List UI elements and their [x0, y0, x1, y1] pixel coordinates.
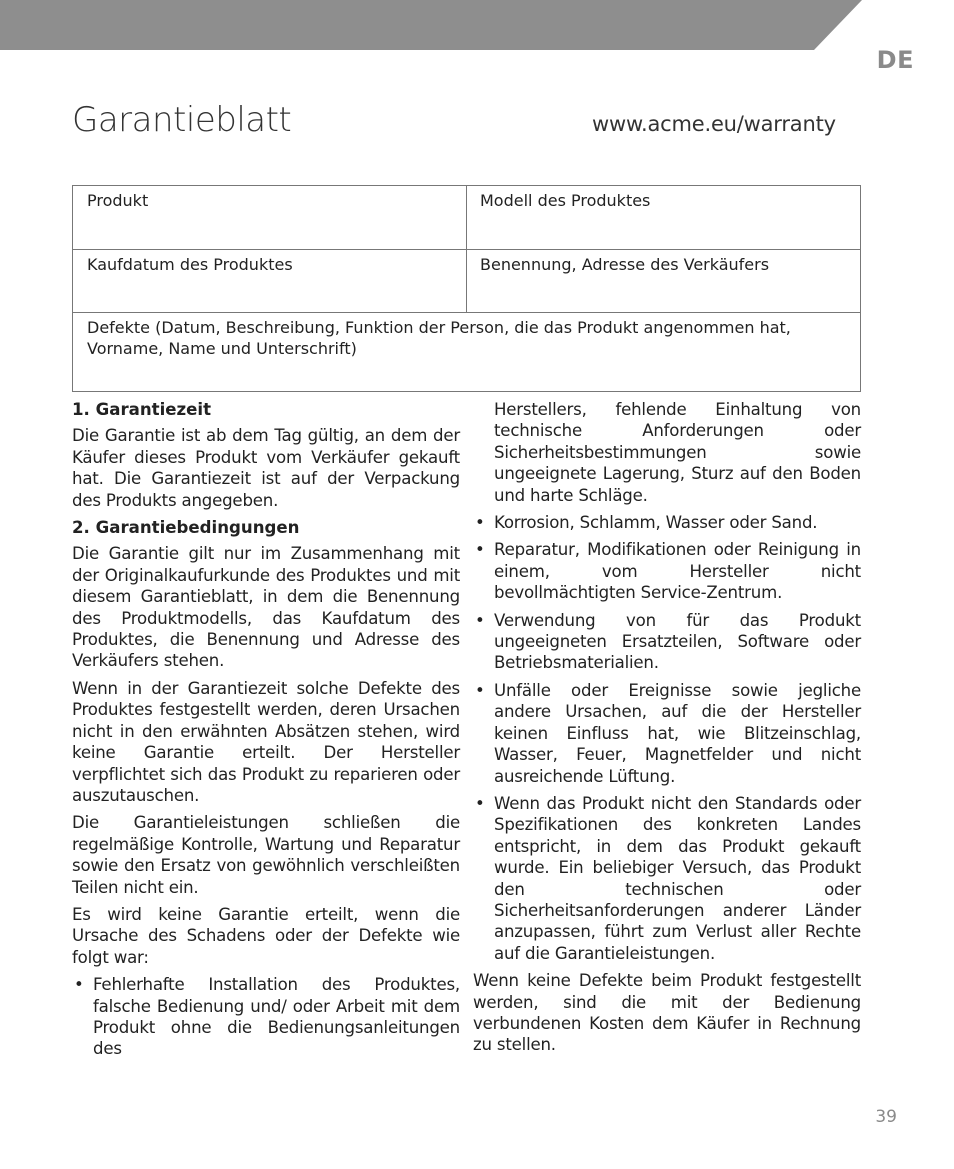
- section-heading-warranty-period: 1. Garantiezeit: [72, 400, 212, 419]
- conditions-paragraph-3: Die Garantieleistungen schließen die regelmäßige Kontrolle, Wartung und Reparatur sowie den Ersatz von gewöhnlich verschleißten Teilen nicht ein.: [72, 813, 460, 897]
- exclusion-list: [72, 974, 460, 1060]
- warranty-period-text: Die Garantie ist ab dem Tag gültig, an dem der Käufer dieses Produkt vom Verkäufer gekauft hat. Die Garantiezeit ist auf der Verpackung des Produkts angegeben.: [72, 426, 460, 510]
- conditions-paragraph-1: Die Garantie gilt nur im Zusammenhang mit der Originalkaufurkunde des Produktes und mit diesem Garantieblatt, in dem die Benennung des Produktmodells, das Kaufdatum des Produktes, die Benennung und Adresse des Verkäufers stehen.: [72, 544, 460, 671]
- page-number: 39: [875, 1107, 897, 1127]
- cell-purchase-date[interactable]: Kaufdatum des Produktes: [87, 255, 293, 274]
- exclusion-list-continued: [473, 512, 861, 964]
- exclusion-item-installation: • Fehlerhafte Installation des Produktes, falsche Bedienung und/ oder Arbeit mit dem Produkt ohne die Bedienungsanleitungen des: [72, 974, 460, 1060]
- cell-product[interactable]: Produkt: [87, 191, 149, 210]
- conditions-paragraph-4: Es wird keine Garantie erteilt, wenn die Ursache des Schadens oder der Defekte wie folgt war:: [72, 904, 460, 967]
- cell-model[interactable]: Modell des Produktes: [480, 191, 651, 210]
- cell-seller[interactable]: Benennung, Adresse des Verkäufers: [480, 255, 770, 274]
- exclusion-item-corrosion: • Korrosion, Schlamm, Wasser oder Sand.: [473, 512, 861, 533]
- warranty-form-table: [72, 185, 861, 392]
- left-column: [72, 399, 460, 1066]
- exclusion-item-installation-continued: Herstellers, fehlende Einhaltung von technische Anforderungen oder Sicherheitsbestimmungen sowie ungeeignete Lagerung, Sturz auf den Boden und harte Schläge.: [494, 400, 861, 505]
- cell-defects[interactable]: Defekte (Datum, Beschreibung, Funktion der Person, die das Produkt angenommen hat, Vorname, Name und Unterschrift): [87, 318, 791, 358]
- exclusion-item-accidents: • Unfälle oder Ereignisse sowie jegliche andere Ursachen, auf die der Hersteller keinen Einfluss hat, wie Blitzeinschlag, Wasser, Feuer, Magnetfelder und nicht ausreichende Lüftung.: [473, 680, 861, 787]
- language-code: DE: [876, 46, 914, 74]
- section-heading-warranty-conditions: 2. Garantiebedingungen: [72, 518, 300, 538]
- exclusion-item-repair: • Reparatur, Modifikationen oder Reinigung in einem, vom Hersteller nicht bevollmächtigten Service-Zentrum.: [473, 539, 861, 603]
- exclusion-item-parts: • Verwendung von für das Produkt ungeeigneten Ersatzteilen, Software oder Betriebsmaterialien.: [473, 610, 861, 674]
- conditions-paragraph-2: Wenn in der Garantiezeit solche Defekte des Produktes festgestellt werden, deren Ursachen nicht in den erwähnten Absätzen stehen, wird keine Garantie erteilt. Der Hersteller verpflichtet sich das Produkt zu reparieren oder auszutauschen.: [72, 678, 460, 805]
- right-column: [473, 399, 861, 1062]
- closing-paragraph: Wenn keine Defekte beim Produkt festgestellt werden, sind die mit der Bedienung verbundenen Kosten dem Käufer in Rechnung zu stellen.: [473, 971, 861, 1055]
- page-title: Garantieblatt: [72, 100, 292, 140]
- header-bar: [0, 0, 954, 50]
- exclusion-item-standards: • Wenn das Produkt nicht den Standards oder Spezifikationen des konkreten Landes entspricht, in dem das Produkt gekauft wurde. Ein beliebiger Versuch, das Produkt den technischen oder Sicherheitsanforderungen anderer Länder anzupassen, führt zum Verlust aller Rechte auf die Garantieleistungen.: [473, 793, 861, 964]
- warranty-url: www.acme.eu/warranty: [592, 112, 836, 136]
